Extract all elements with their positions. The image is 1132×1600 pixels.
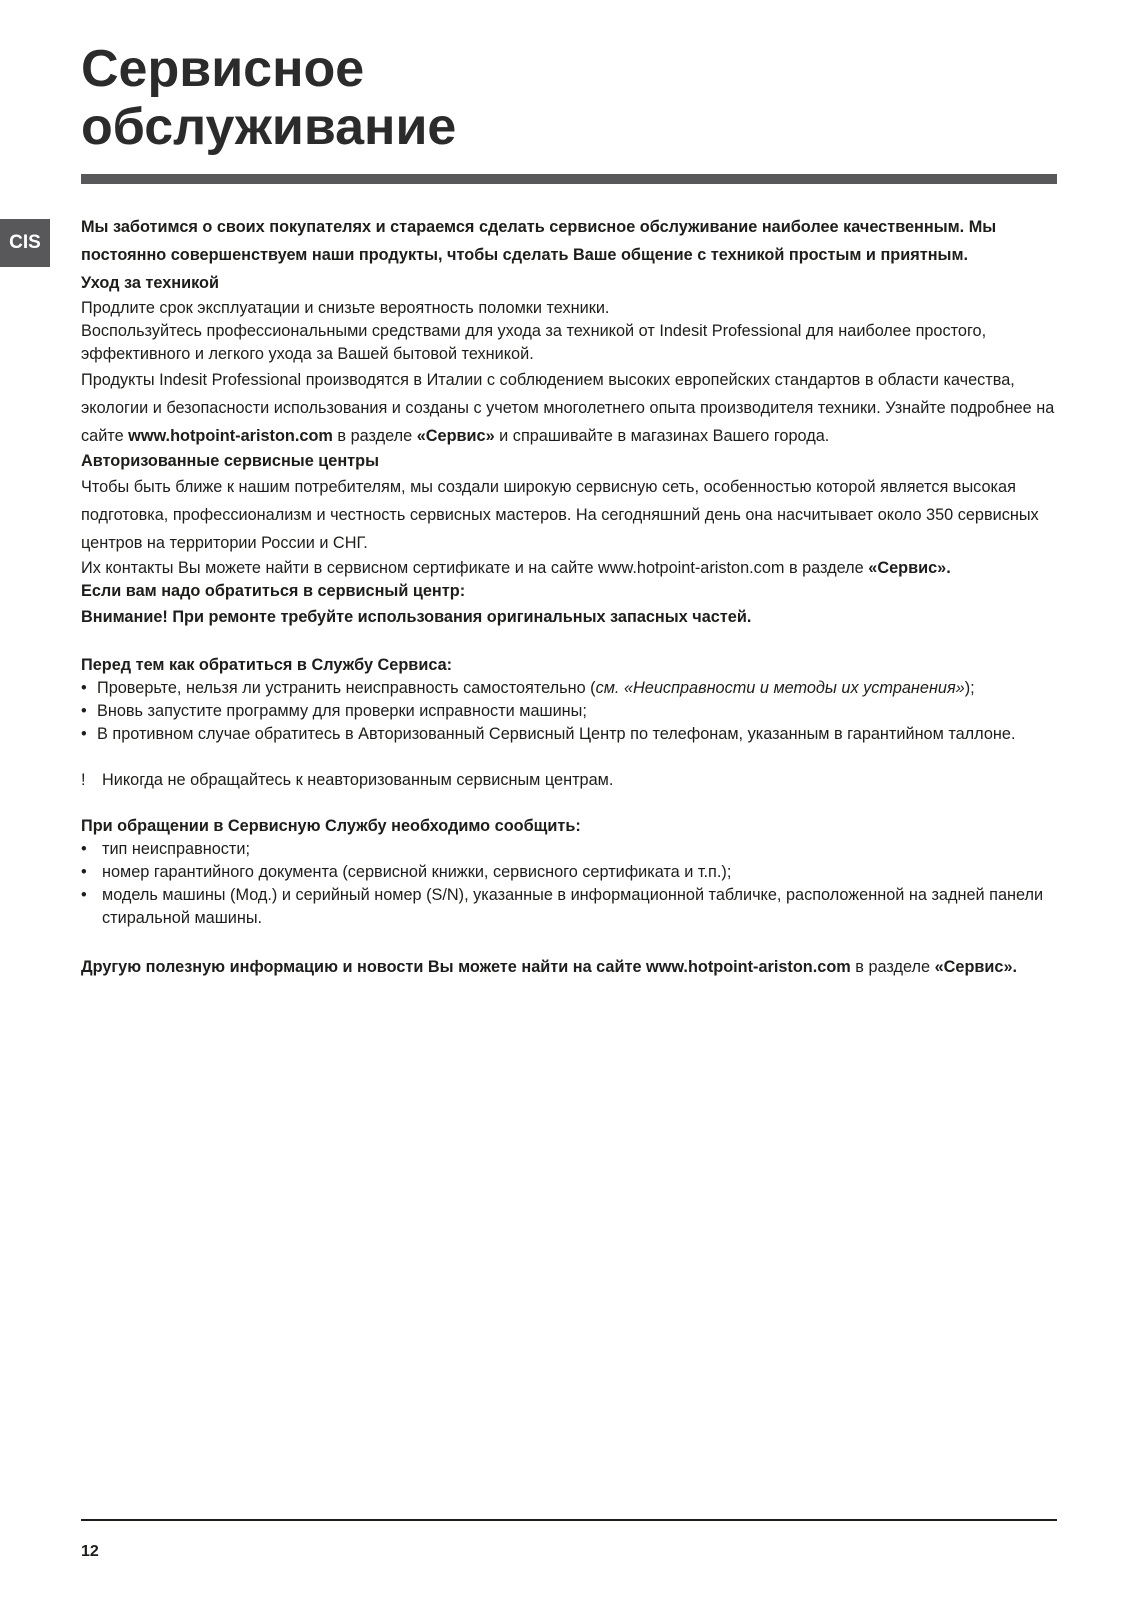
spacer [81,930,1057,953]
before-list [81,677,1057,746]
before-heading: Перед тем как обратиться в Службу Сервиса: [81,656,453,674]
item-italic-reference: см. «Неисправности и методы их устранения» [595,679,965,697]
centers-heading: Авторизованные сервисные центры [81,452,380,470]
care-line-1: Продлите срок эксплуатации и снизьте вероятность поломки техники. [81,299,610,317]
website-link[interactable]: www.hotpoint-ariston.com [128,427,333,445]
care-line-3-text-c: и спрашивайте в магазинах Вашего города. [494,427,830,445]
main-content [81,213,1057,981]
contacts-line [81,557,1057,580]
list-item: • Вновь запустите программу для проверки исправности машины; [81,700,1057,723]
list-item: • тип неисправности; [81,838,1057,861]
centers-text: Чтобы быть ближе к нашим потребителям, мы создали широкую сервисную сеть, особенностью которой является высокая подготовка, профессионализм и честность сервисных мастеров. На сегодняшний день она насчитывает около 350 сервисных центров на территории России и СНГ. [81,478,1039,552]
footer-note-text: в разделе [850,958,935,976]
list-item: • модель машины (Мод.) и серийный номер (S/N), указанные в информационной табличке, расположенной на задней панели стиральной машины. [81,884,1057,930]
report-list [81,838,1057,930]
contacts-section-name: «Сервис». [868,559,951,577]
attention-note: Внимание! При ремонте требуйте использования оригинальных запасных частей. [81,608,752,626]
list-item [81,677,1057,700]
care-line-3-text-a: Продукты Indesit Professional производятся в Италии с соблюдением высоких европейских стандартов в области качества, экологии и безопасности использования и созданы с учетом многолетнего опыта производителя техники. Узнайте подробнее на сайте [81,371,1055,445]
spacer [81,792,1057,815]
spacer [81,746,1057,769]
page-title-line-1: Сервисное [81,40,365,98]
report-heading: При обращении в Сервисную Службу необходимо сообщить: [81,817,581,835]
warning-note [81,769,1057,792]
care-line-3 [81,366,1057,450]
footer-rule [81,1519,1057,1521]
item-text-b: ); [964,679,975,697]
footer-note [81,953,1057,981]
spacer [81,631,1057,654]
list-item: • номер гарантийного документа (сервисной книжки, сервисного сертификата и т.п.); [81,861,1057,884]
care-line-2: Воспользуйтесь профессиональными средствами для ухода за техникой от Indesit Professional для наиболее простого, эффективного и легкого ухода за Вашей бытовой техникой. [81,322,987,363]
item-text-a: Проверьте, нельзя ли устранить неисправность самостоятельно ( [97,679,596,697]
exclamation-icon: ! [81,771,86,789]
contact-heading: Если вам надо обратиться в сервисный центр: [81,582,466,600]
footer-section-name: «Сервис». [934,958,1018,976]
care-heading: Уход за техникой [81,274,220,292]
service-section-name: «Сервис» [416,427,495,445]
care-line-3-text-b: в разделе [332,427,417,445]
intro-paragraph: Мы заботимся о своих покупателях и стараемся сделать сервисное обслуживание наиболее качественным. Мы постоянно совершенствуем наши продукты, чтобы сделать Ваше общение с техникой простым и приятным. [81,218,997,264]
page-number: 12 [81,1543,99,1560]
warning-text: Никогда не обращайтесь к неавторизованным сервисным центрам. [102,771,614,789]
contacts-line-text: Их контакты Вы можете найти в сервисном сертификате и на сайте www.hotpoint-ariston.com в разделе [81,559,869,577]
page-title [81,40,456,156]
language-tab: CIS [0,219,50,267]
list-item: • В противном случае обратитесь в Авторизованный Сервисный Центр по телефонам, указанным в гарантийном таллоне. [81,723,1057,746]
footer-note-bold: Другую полезную информацию и новости Вы можете найти на сайте www.hotpoint-ariston.com [81,958,851,976]
page-title-line-2: обслуживание [81,98,457,156]
header-rule [81,174,1057,184]
